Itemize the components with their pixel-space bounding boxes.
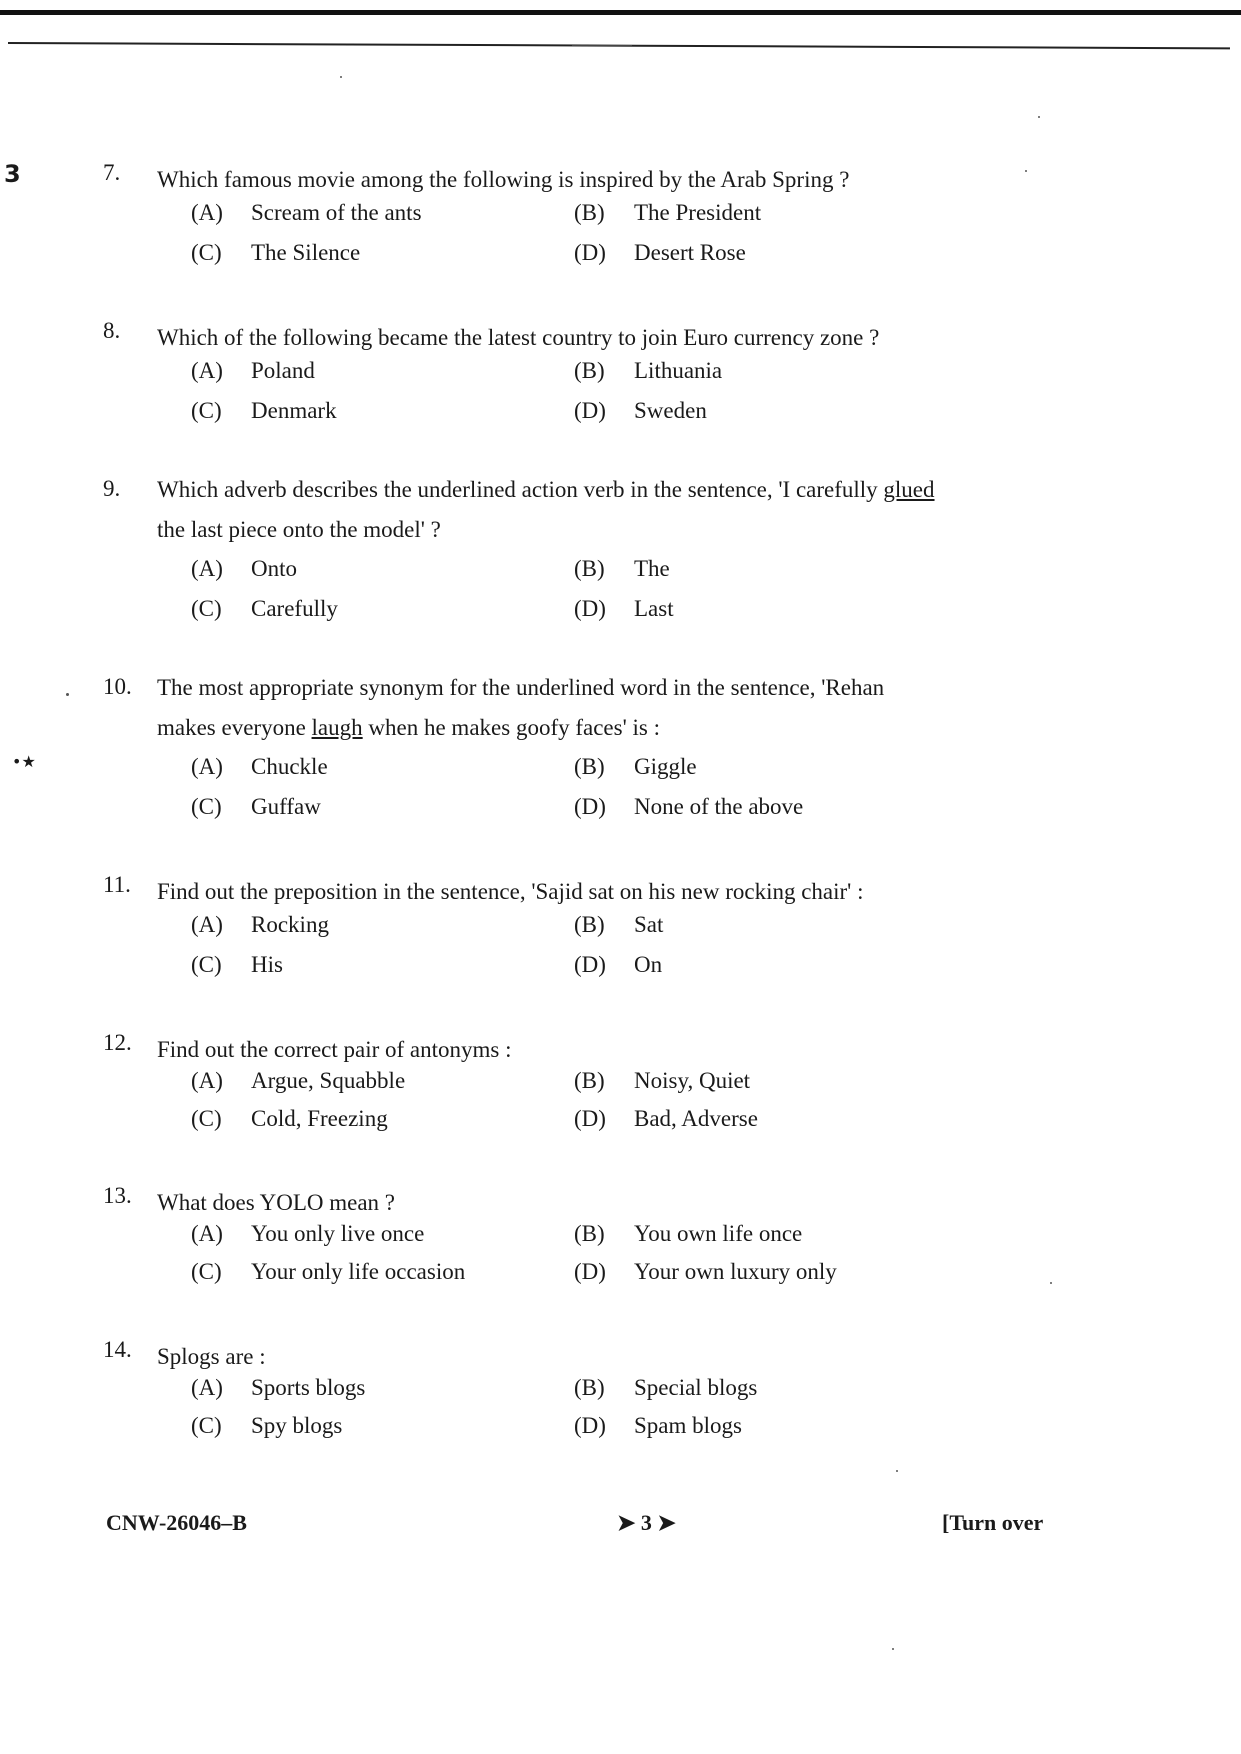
margin-mark: 3 (4, 160, 21, 188)
question-text: Which of the following became the latest country to join Euro currency zone ? (157, 325, 880, 350)
option-d[interactable] (574, 794, 803, 820)
option-letter: (D) (574, 952, 606, 977)
option-text: The President (634, 200, 762, 225)
question-number: 8. (103, 318, 121, 343)
question-text: What does YOLO mean ? (157, 1190, 396, 1215)
question-text-after: when he makes goofy faces' is : (362, 715, 660, 740)
option-text: Special blogs (634, 1375, 758, 1400)
option-a[interactable] (191, 358, 315, 384)
option-text: You only live once (251, 1221, 425, 1246)
question-number: 9. (103, 476, 121, 501)
question-number: 12. (103, 1030, 132, 1055)
option-text: None of the above (634, 794, 804, 819)
scan-speck (66, 693, 69, 696)
option-text: You own life once (634, 1221, 803, 1246)
option-b[interactable] (574, 912, 663, 938)
option-letter: (D) (574, 1413, 606, 1438)
question-text-after: the last piece onto the model' ? (157, 517, 441, 542)
option-a[interactable] (191, 556, 297, 582)
top-border-rule (0, 10, 1241, 15)
scan-speck (1050, 1282, 1052, 1284)
option-letter: (B) (574, 556, 605, 581)
option-letter: (B) (574, 754, 605, 779)
option-text: Sweden (634, 398, 707, 423)
option-letter: (C) (191, 1259, 222, 1284)
option-text: Scream of the ants (251, 200, 422, 225)
option-text: Rocking (251, 912, 329, 937)
question-text: Which famous movie among the following is inspired by the Arab Spring ? (157, 167, 850, 192)
option-d[interactable] (574, 240, 746, 266)
option-c[interactable] (191, 596, 338, 622)
option-c[interactable] (191, 240, 360, 266)
option-letter: (A) (191, 1221, 223, 1246)
question-number: 11. (103, 872, 131, 897)
option-c[interactable] (191, 952, 283, 978)
option-letter: (B) (574, 200, 605, 225)
option-text: Onto (251, 556, 297, 581)
option-text: The Silence (251, 240, 361, 265)
scan-speck (892, 1648, 894, 1650)
option-text: Cold, Freezing (251, 1106, 388, 1131)
scan-speck (1038, 116, 1040, 118)
option-text: Your only life occasion (251, 1259, 466, 1284)
option-letter: (C) (191, 1106, 222, 1131)
option-letter: (A) (191, 754, 223, 779)
underlined-word: glued (883, 477, 935, 502)
option-letter: (C) (191, 240, 222, 265)
option-letter: (B) (574, 1375, 605, 1400)
option-d[interactable] (574, 1106, 758, 1132)
option-a[interactable] (191, 1375, 365, 1401)
question-number: 14. (103, 1337, 132, 1362)
scan-speck (896, 1470, 898, 1472)
scan-speck (1025, 170, 1027, 172)
option-text: His (251, 952, 283, 977)
question-text: Find out the preposition in the sentence, 'Sajid sat on his new rocking chair' : (157, 879, 864, 904)
paper-code: CNW-26046–B (106, 1510, 247, 1535)
option-text: Guffaw (251, 794, 321, 819)
question-text (157, 470, 947, 550)
option-b[interactable] (574, 1221, 802, 1247)
option-letter: (B) (574, 1221, 605, 1246)
option-text: Your own luxury only (634, 1259, 837, 1284)
option-text: Lithuania (634, 358, 723, 383)
option-letter: (A) (191, 1375, 223, 1400)
option-b[interactable] (574, 1068, 750, 1094)
option-letter: (D) (574, 398, 606, 423)
option-a[interactable] (191, 1221, 424, 1247)
option-letter: (D) (574, 1259, 606, 1284)
option-text: The (634, 556, 670, 581)
option-d[interactable] (574, 952, 662, 978)
margin-bird-mark: •★ (12, 752, 36, 771)
option-letter: (C) (191, 1413, 222, 1438)
option-c[interactable] (191, 1413, 342, 1439)
option-b[interactable] (574, 754, 697, 780)
option-text: Desert Rose (634, 240, 746, 265)
option-text: Noisy, Quiet (634, 1068, 751, 1093)
question-number: 7. (103, 160, 121, 185)
option-text: On (634, 952, 663, 977)
option-text: Carefully (251, 596, 338, 621)
question-text: Find out the correct pair of antonyms : (157, 1037, 512, 1062)
option-a[interactable] (191, 200, 422, 226)
option-c[interactable] (191, 1259, 465, 1285)
option-letter: (B) (574, 1068, 605, 1093)
page-number: ➤ 3 ➤ (617, 1510, 676, 1535)
option-text: Spy blogs (251, 1413, 343, 1438)
turn-over-label: [Turn over (942, 1510, 1044, 1535)
question-text (157, 668, 947, 748)
scan-speck (340, 76, 342, 78)
option-letter: (C) (191, 398, 222, 423)
option-text: Denmark (251, 398, 337, 423)
option-c[interactable] (191, 398, 337, 424)
option-text: Bad, Adverse (634, 1106, 758, 1131)
option-letter: (C) (191, 794, 222, 819)
underlined-word: laugh (311, 715, 363, 740)
question-number: 13. (103, 1183, 132, 1208)
option-b[interactable] (574, 1375, 757, 1401)
option-b[interactable] (574, 358, 722, 384)
option-letter: (B) (574, 358, 605, 383)
option-text: Poland (251, 358, 315, 383)
option-text: Chuckle (251, 754, 328, 779)
option-letter: (C) (191, 952, 222, 977)
option-letter: (A) (191, 200, 223, 225)
header-rule-fragment (572, 45, 632, 46)
option-text: Argue, Squabble (251, 1068, 406, 1093)
question-text: Splogs are : (157, 1344, 266, 1369)
option-letter: (A) (191, 1068, 223, 1093)
option-d[interactable] (574, 398, 707, 424)
question-number: 10. (103, 674, 132, 699)
option-text: Sports blogs (251, 1375, 366, 1400)
question-text-before: Which adverb describes the underlined action verb in the sentence, 'I carefully (157, 477, 884, 502)
option-c[interactable] (191, 1106, 388, 1132)
option-b[interactable] (574, 556, 670, 582)
option-a[interactable] (191, 754, 328, 780)
option-letter: (D) (574, 240, 606, 265)
option-b[interactable] (574, 200, 761, 226)
option-letter: (D) (574, 596, 606, 621)
option-d[interactable] (574, 596, 674, 622)
option-d[interactable] (574, 1259, 837, 1285)
option-letter: (A) (191, 358, 223, 383)
option-letter: (D) (574, 794, 606, 819)
option-d[interactable] (574, 1413, 742, 1439)
option-letter: (A) (191, 556, 223, 581)
option-text: Sat (634, 912, 664, 937)
option-a[interactable] (191, 912, 329, 938)
option-c[interactable] (191, 794, 321, 820)
option-text: Last (634, 596, 674, 621)
option-letter: (B) (574, 912, 605, 937)
option-letter: (A) (191, 912, 223, 937)
option-a[interactable] (191, 1068, 405, 1094)
option-letter: (D) (574, 1106, 606, 1131)
option-text: Giggle (634, 754, 697, 779)
option-letter: (C) (191, 596, 222, 621)
option-text: Spam blogs (634, 1413, 742, 1438)
question-text-before: The most appropriate synonym for the underlined word in the sentence, 'Rehan makes everyone (157, 675, 885, 740)
